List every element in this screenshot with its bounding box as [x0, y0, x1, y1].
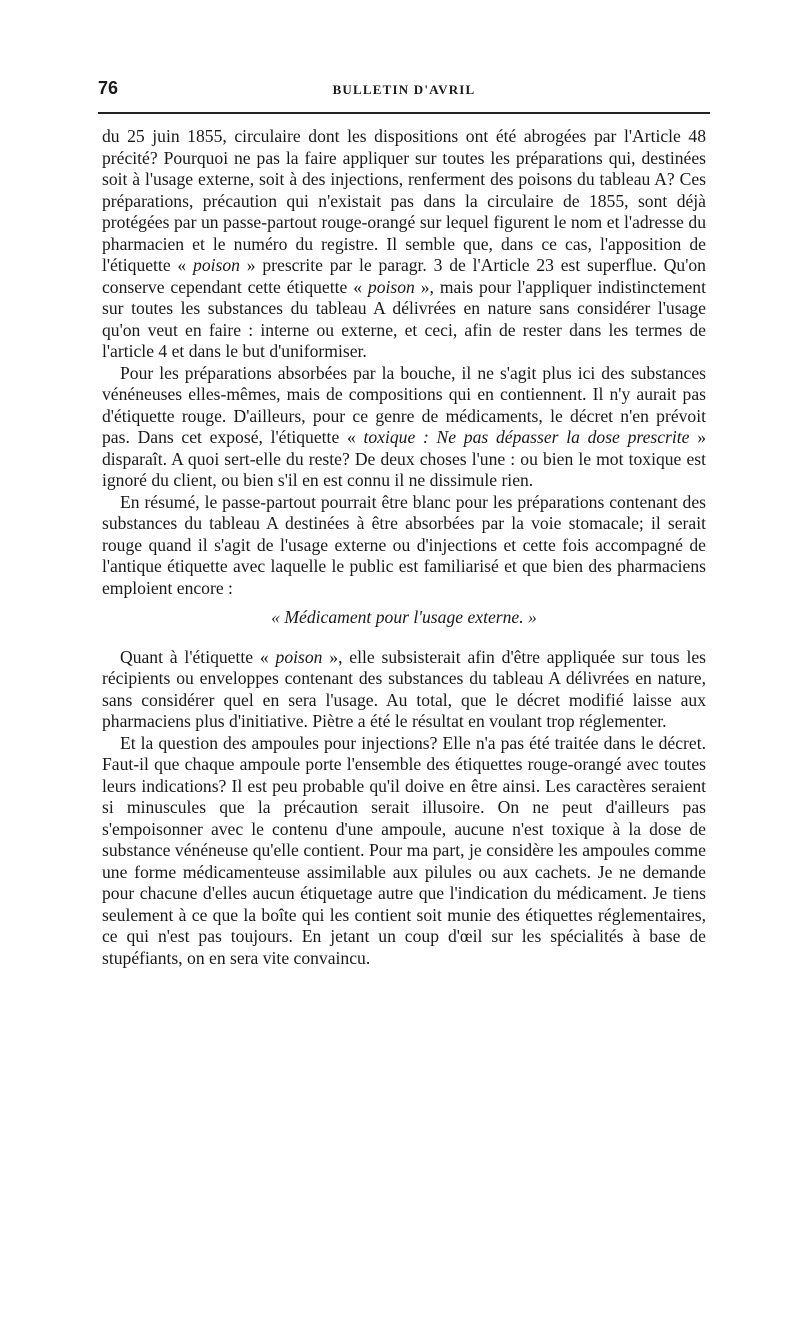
paragraph-1: du 25 juin 1855, circulaire dont les dispositions ont été abrogées par l'Article 48 précité? Pourquoi ne pas la faire appliquer sur toutes les préparations qui, destinées soit à l'usage externe, soit à des injections, renferment des poisons du tableau A? Ces préparations, précaution qui n'existait pas dans la circulaire de 1855, sont déjà protégées par un passe-partout rouge-orangé sur lequel figurent le nom et l'adresse du pharmacien et le numéro du registre. Il semble que, dans ce cas, l'apposition de l'étiquette « poison » prescrite par le paragr. 3 de l'Article 23 est superflue. Qu'on conserve cependant cette étiquette « poison », mais pour l'appliquer indistinctement sur toutes les substances du tableau A délivrées en nature sans considérer l'usage qu'on veut en faire : interne ou externe, et ceci, afin de rester dans les termes de l'article 4 et dans le but d'uniformiser. — [102, 126, 706, 361]
paragraph-4: Quant à l'étiquette « poison », elle subsisterait afin d'être appliquée sur tous les récipients ou enveloppes contenant des substances du tableau A délivrées en nature, sans considérer quel en sera l'usage. Au total, que le décret modifié laisse aux pharmaciens plus d'initiative. Piètre a été le résultat en voulant trop réglementer. — [102, 646, 707, 731]
toxique-label-text: toxique : Ne pas dépasser la dose prescrite — [363, 427, 690, 447]
external-use-label: « Médicament pour l'usage externe. » — [271, 607, 537, 627]
poison-word: poison — [193, 255, 240, 275]
header-rule — [98, 112, 710, 114]
page-header — [98, 78, 710, 102]
page-number: 76 — [98, 78, 119, 98]
paragraph-2: Pour les préparations absorbées par la bouche, il ne s'agit plus ici des substances vénéneuses elles-mêmes, mais de compositions qui en contiennent. Il n'y aurait pas d'étiquette rouge. D'ailleurs, pour ce genre de médicaments, le décret n'en prévoit pas. Dans cet exposé, l'étiquette « toxique : Ne pas dépasser la dose prescrite » disparaît. A quoi sert-elle du reste? De deux choses l'une : ou bien le mot toxique est ignoré du client, ou bien s'il en est connu il ne dissimule rien. — [102, 362, 706, 490]
poison-word: poison — [367, 276, 415, 297]
body-text — [102, 126, 706, 969]
paragraph-3: En résumé, le passe-partout pourrait être blanc pour les préparations contenant des substances du tableau A destinées à être absorbées par la voie stomacale; il serait rouge quand il s'agit de l'usage externe ou d'injections et cette fois accompagné de l'antique étiquette avec laquelle le public est familiarisé et que bien des pharmaciens emploient encore : — [102, 491, 706, 598]
paragraph-5: Et la question des ampoules pour injections? Elle n'a pas été traitée dans le décret. Faut-il que chaque ampoule porte l'ensemble des étiquettes rouge-orangé avec toutes leurs indications? Il est peu probable qu'il doive en être ainsi. Les caractères seraient si minuscules que la précaution serait illusoire. On ne peut d'ailleurs pas s'empoisonner avec le contenu d'une ampoule, aucune n'est toxique à la dose de substance vénéneuse qu'elle contient. Pour ma part, je considère les ampoules comme une forme médicamenteuse assimilable aux pilules ou aux cachets. Je ne demande pour chacune d'elles aucun étiquetage autre que l'indication du médicament. Je tiens seulement à ce que la boîte qui les contient soit munie des étiquettes réglementaires, ce qui n'est pas toujours. En jetant un coup d'œil sur les spécialités à base de stupéfiants, on en sera vite convaincu. — [102, 732, 706, 968]
running-title: BULLETIN D'AVRIL — [332, 82, 476, 97]
poison-word: poison — [275, 646, 323, 667]
